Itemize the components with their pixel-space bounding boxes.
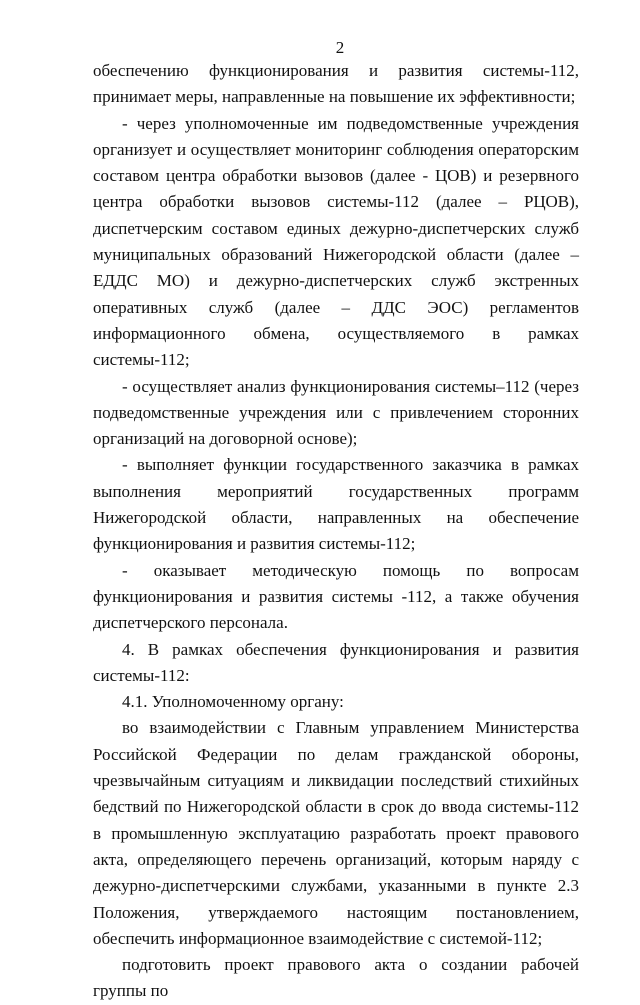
paragraph-methodical-help: - оказывает методическую помощь по вопросам функционирования и развития системы -112, а также обучения диспетчерского персонала. bbox=[93, 560, 579, 633]
section-4-heading: 4. В рамках обеспечения функционирования и развития системы-112: bbox=[93, 639, 579, 685]
paragraph-analysis: - осуществляет анализ функционирования системы–112 (через подведомственные учреждения или с привлечением сторонних организаций на договорной основе); bbox=[93, 376, 579, 449]
paragraph-monitoring: - через уполномоченные им подведомственные учреждения организует и осуществляет мониторинг соблюдения операторским составом центра обработки вызовов (далее - ЦОВ) и резервного центра обработки вызовов системы-112 (далее – РЦОВ), диспетчерским составом единых дежурно-диспетчерских служб муниципальных образований Нижегородской области (далее – ЕДДС МО) и дежурно-диспетчерских служб экстренных оперативных служб (далее – ДДС ЭОС) регламентов информационного обмена, осуществляемого в рамках системы-112; bbox=[93, 113, 579, 370]
paragraph-working-group: подготовить проект правового акта о создании рабочей группы по bbox=[93, 955, 579, 1001]
document-body bbox=[93, 58, 579, 1005]
paragraph-continuation: обеспечению функционирования и развития системы-112, принимает меры, направленные на повышение их эффективности; bbox=[93, 61, 579, 107]
section-4-1-heading: 4.1. Уполномоченному органу: bbox=[122, 692, 344, 712]
paragraph-state-customer: - выполняет функции государственного заказчика в рамках выполнения мероприятий государственных программ Нижегородской области, направленных на обеспечение функционирования и развития системы-112; bbox=[93, 455, 579, 554]
page-number: 2 bbox=[335, 38, 345, 57]
paragraph-interaction: во взаимодействии с Главным управлением Министерства Российской Федерации по делам гражданской обороны, чрезвычайным ситуациям и ликвидации последствий стихийных бедствий по Нижегородской области в срок до ввода системы-112 в промышленную эксплуатацию разработать проект правового акта, определяющего перечень организаций, которым наряду с дежурно-диспетчерскими службами, указанными в пункте 2.3 Положения, утверждаемого настоящим постановлением, обеспечить информационное взаимодействие с системой-112; bbox=[93, 718, 579, 948]
